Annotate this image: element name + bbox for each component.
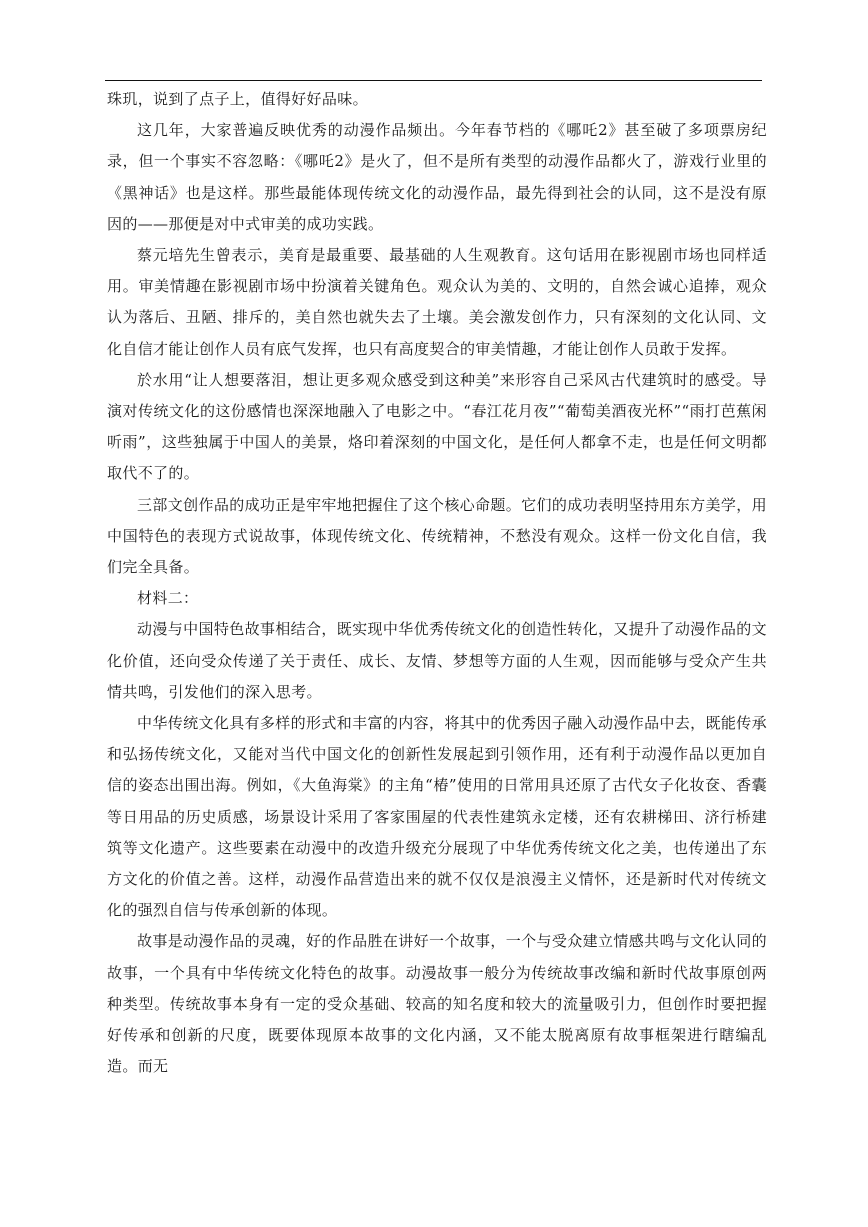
paragraph-aesthetic-education: 蔡元培先生曾表示，美育是最重要、最基础的人生观教育。这句话用在影视剧市场也同样适用。审美情趣在影视剧市场中扮演着关键角色。观众认为美的、文明的，自然会诚心追捧，观众认为落后、丑陋、排斥的，美自然也就失去了土壤。美会激发创作力，只有深刻的文化认同、文化自信才能让创作人员有底气发挥，也只有高度契合的审美情趣，才能让创作人员敢于发挥。 — [107, 246, 767, 358]
material-two-heading: 材料二： — [137, 589, 199, 608]
paragraph-story-soul: 故事是动漫作品的灵魂，好的作品胜在讲好一个故事，一个与受众建立情感共鸣与文化认同的故事，一个具有中华传统文化特色的故事。动漫故事一般分为传统故事改编和新时代故事原创两种类型。传统故事本身有一定的受众基础、较高的知名度和较大的流量吸引力，但创作时要把握好传承和创新的尺度，既要体现原本故事的文化内涵，又不能太脱离原有故事框架进行瞎编乱造。而无 — [107, 932, 767, 1076]
paragraph-anime-works: 这几年，大家普遍反映优秀的动漫作品频出。今年春节档的《哪吒2》甚至破了多项票房纪录，但一个事实不容忽略：《哪吒2》是火了，但不是所有类型的动漫作品都火了，游戏行业里的《黑神话》也是这样。那些最能体现传统文化的动漫作品，最先得到社会的认同，这不是没有原因的——那便是对中式审美的成功实践。 — [107, 121, 767, 233]
document-body — [107, 84, 767, 1083]
paragraph-cultural-confidence: 三部文创作品的成功正是牢牢地把握住了这个核心命题。它们的成功表明坚持用东方美学，用中国特色的表现方式说故事，体现传统文化、传统精神，不愁没有观众。这样一份文化自信，我们完全具备。 — [107, 495, 767, 577]
paragraph-anime-stories: 动漫与中国特色故事相结合，既实现中华优秀传统文化的创造性转化，又提升了动漫作品的文化价值，还向受众传递了关于责任、成长、友情、梦想等方面的人生观，因而能够与受众产生共情共鸣，引发他们的深入思考。 — [107, 620, 767, 701]
header-rule — [105, 80, 762, 81]
paragraph-traditional-culture: 中华传统文化具有多样的形式和丰富的内容，将其中的优秀因子融入动漫作品中去，既能传承和弘扬传统文化，又能对当代中国文化的创新性发展起到引领作用，还有利于动漫作品以更加自信的姿态出围出海。例如，《大鱼海棠》的主角“椿”使用的日常用具还原了古代女子化妆奁、香囊等日用品的历史质感，场景设计采用了客家围屋的代表性建筑永定楼，还有农耕梯田、济行桥建筑等文化遗产。这些要素在动漫中的改造升级充分展现了中华优秀传统文化之美，也传递出了东方文化的价值之善。这样，动漫作品营造出来的就不仅仅是浪漫主义情怀，还是新时代对传统文化的强烈自信与传承创新的体现。 — [107, 714, 767, 920]
paragraph-director-emotion: 於水用“让人想要落泪，想让更多观众感受到这种美”来形容自己采风古代建筑时的感受。导演对传统文化的这份感情也深深地融入了电影之中。“春江花月夜”“葡萄美酒夜光杯”“雨打芭蕉闲听雨”，这些独属于中国人的美景，烙印着深刻的中国文化，是任何人都拿不走，也是任何文明都取代不了的。 — [107, 370, 767, 483]
paragraph-continuation: 珠玑，说到了点子上，值得好好品味。 — [107, 90, 368, 108]
